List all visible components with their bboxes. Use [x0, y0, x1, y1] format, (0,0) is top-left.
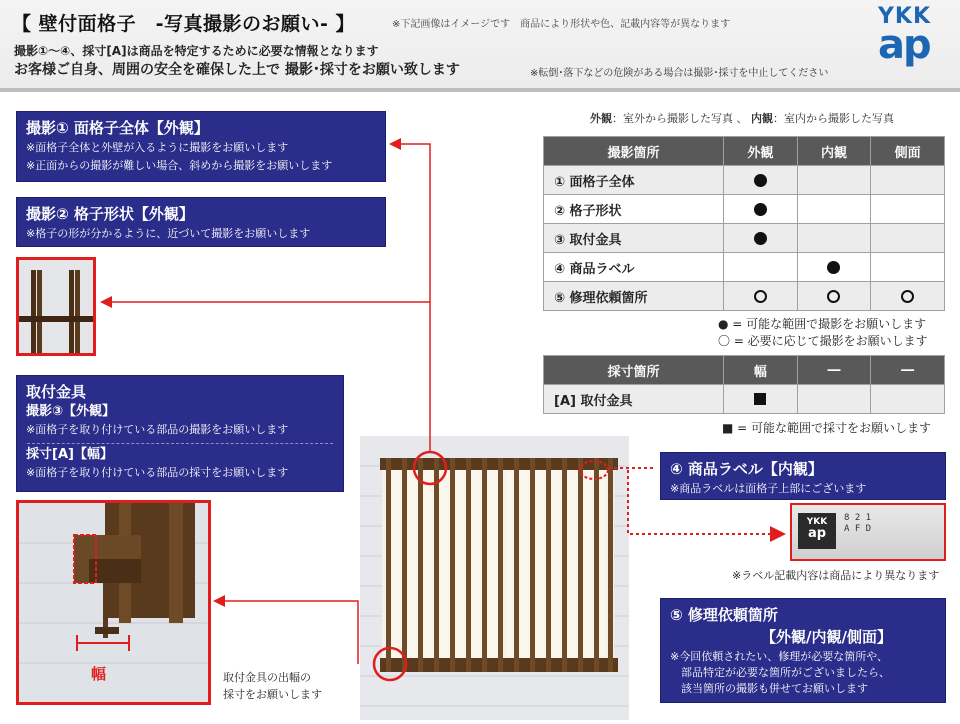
open-circle-icon [901, 290, 914, 303]
label-logo-badge [798, 513, 836, 549]
table-cell [797, 253, 871, 282]
label-badge-bottom: ap [807, 526, 827, 541]
box-repair-area-line: 部品特定が必要な箇所がございましたら、 [670, 666, 890, 679]
label-caption: ※ラベル記載内容は商品により異なります [732, 569, 940, 582]
header-bar [0, 0, 960, 92]
header-cell: 側面 [871, 137, 945, 166]
open-circle-icon [827, 290, 840, 303]
window-grille-photo [360, 436, 629, 720]
measure-note: ■ = 可能な範囲で採寸をお願いします [722, 421, 932, 435]
table-row [544, 385, 945, 414]
table-cell [797, 195, 871, 224]
grille-shape-image [19, 260, 93, 353]
exterior-text: ：室外から撮影した写真 、 [612, 112, 748, 125]
table-cell [797, 166, 871, 195]
box-full-view-line: ※正面からの撮影が難しい場合、斜めから撮影をお願いします [26, 159, 333, 172]
table-cell [871, 385, 945, 414]
filled-circle-icon [754, 232, 767, 245]
header-cell: 内観 [797, 137, 871, 166]
row-label: [A] 取付金具 [544, 385, 724, 414]
safety-note: ※転倒･落下などの危険がある場合は撮影･採寸を中止してください [530, 68, 829, 79]
interior-text: ：室内から撮影した写真 [773, 112, 894, 125]
row-label: ② 格子形状 [544, 195, 724, 224]
row-label: ⑤ 修理依頼箇所 [544, 282, 724, 311]
table-cell [724, 224, 798, 253]
header-cell: 外観 [724, 137, 798, 166]
filled-square-icon [754, 393, 766, 405]
grille-shape-photo [16, 257, 96, 356]
box-bracket-title: 取付金具 [26, 383, 87, 401]
box-product-label-line: ※商品ラベルは面格子上部にございます [670, 482, 867, 495]
table-cell [797, 282, 871, 311]
subtitle-safety: お客様ご自身、周囲の安全を確保した上で 撮影･採寸をお願い致します [14, 62, 460, 78]
filled-circle-icon [754, 174, 767, 187]
measure-table-header [544, 356, 945, 385]
label-code-line: 8 2 1 [844, 513, 872, 523]
box-bracket-photo-line: ※面格子を取り付けている部品の撮影をお願いします [26, 423, 289, 436]
subtitle-info: 撮影①～④、採寸[A]は商品を特定するために必要な情報となります [14, 44, 379, 58]
box-repair-area [660, 598, 946, 703]
table-cell [871, 195, 945, 224]
box-full-view [16, 111, 386, 182]
box-grille-shape-title: 撮影② 格子形状【外観】 [26, 205, 194, 223]
header-cell: 幅 [724, 356, 798, 385]
table-cell [724, 166, 798, 195]
ykk-ap-logo [878, 6, 944, 68]
label-code-line: A F D [844, 524, 872, 534]
row-label: ④ 商品ラベル [544, 253, 724, 282]
table-cell [871, 282, 945, 311]
product-label-photo [790, 503, 946, 561]
header-cell: 撮影箇所 [544, 137, 724, 166]
box-full-view-line: ※面格子全体と外壁が入るように撮影をお願いします [26, 141, 289, 154]
exterior-label: 外観 [590, 112, 612, 125]
filled-circle-icon [827, 261, 840, 274]
box-repair-area-line: 該当箇所の撮影も併せてお願いします [670, 682, 868, 695]
box-repair-area-subtitle: 【外観/内観/側面】 [761, 628, 892, 646]
bracket-caption-line: 取付金具の出幅の [223, 671, 311, 684]
page-title: 【 壁付面格子 -写真撮影のお願い- 】 [12, 13, 356, 35]
bracket-caption [223, 669, 322, 703]
box-product-label [660, 452, 946, 500]
dot-note: ● = 可能な範囲で撮影をお願いします [718, 317, 927, 331]
measure-table [543, 355, 945, 414]
row-label: ① 面格子全体 [544, 166, 724, 195]
window-grille-image [360, 436, 629, 720]
table-cell [724, 282, 798, 311]
label-badge-top: YKK [806, 517, 828, 527]
box-grille-shape [16, 197, 386, 247]
table-row [544, 166, 945, 195]
box-bracket-photo-title: 撮影③【外観】 [26, 404, 116, 419]
box-bracket-divider [27, 443, 333, 444]
ring-note: 〇 = 必要に応じて撮影をお願いします [718, 334, 928, 348]
box-bracket-measure-title: 採寸[A]【幅】 [26, 447, 113, 462]
table-cell [724, 385, 798, 414]
header-cell: ― [871, 356, 945, 385]
label-code [844, 513, 871, 535]
row-label: ③ 取付金具 [544, 224, 724, 253]
table-cell [871, 224, 945, 253]
bracket-caption-line: 採寸をお願いします [223, 688, 322, 701]
table-cell [871, 253, 945, 282]
table-row [544, 195, 945, 224]
box-bracket-measure-line: ※面格子を取り付けている部品の採寸をお願いします [26, 466, 289, 479]
header-cell: 採寸箇所 [544, 356, 724, 385]
title-note: ※下記画像はイメージです 商品により形状や色、記載内容等が異なります [392, 19, 731, 30]
bracket-photo [16, 500, 211, 705]
table-cell [797, 385, 871, 414]
box-repair-area-line: ※今回依頼されたい、修理が必要な箇所や、 [670, 650, 888, 663]
box-product-label-title: ④ 商品ラベル【内観】 [670, 460, 823, 478]
table-row [544, 282, 945, 311]
open-circle-icon [754, 290, 767, 303]
bracket-image [19, 503, 208, 702]
photo-table-header [544, 137, 945, 166]
width-label: 幅 [91, 665, 107, 683]
logo-text-top: YKK [878, 4, 932, 29]
logo-text-bottom: ap [878, 22, 930, 68]
box-repair-area-title: ⑤ 修理依頼箇所 [670, 606, 778, 624]
table-cell [797, 224, 871, 253]
box-full-view-title: 撮影① 面格子全体【外観】 [26, 119, 209, 137]
table-cell [724, 195, 798, 224]
view-legend [590, 110, 894, 126]
header-cell: ― [797, 356, 871, 385]
filled-circle-icon [754, 203, 767, 216]
table-row [544, 224, 945, 253]
box-bracket [16, 375, 344, 492]
table-cell [871, 166, 945, 195]
table-row [544, 253, 945, 282]
table-cell [724, 253, 798, 282]
photo-table [543, 136, 945, 311]
box-grille-shape-line: ※格子の形が分かるように、近づいて撮影をお願いします [26, 227, 311, 240]
interior-label: 内観 [751, 112, 773, 125]
